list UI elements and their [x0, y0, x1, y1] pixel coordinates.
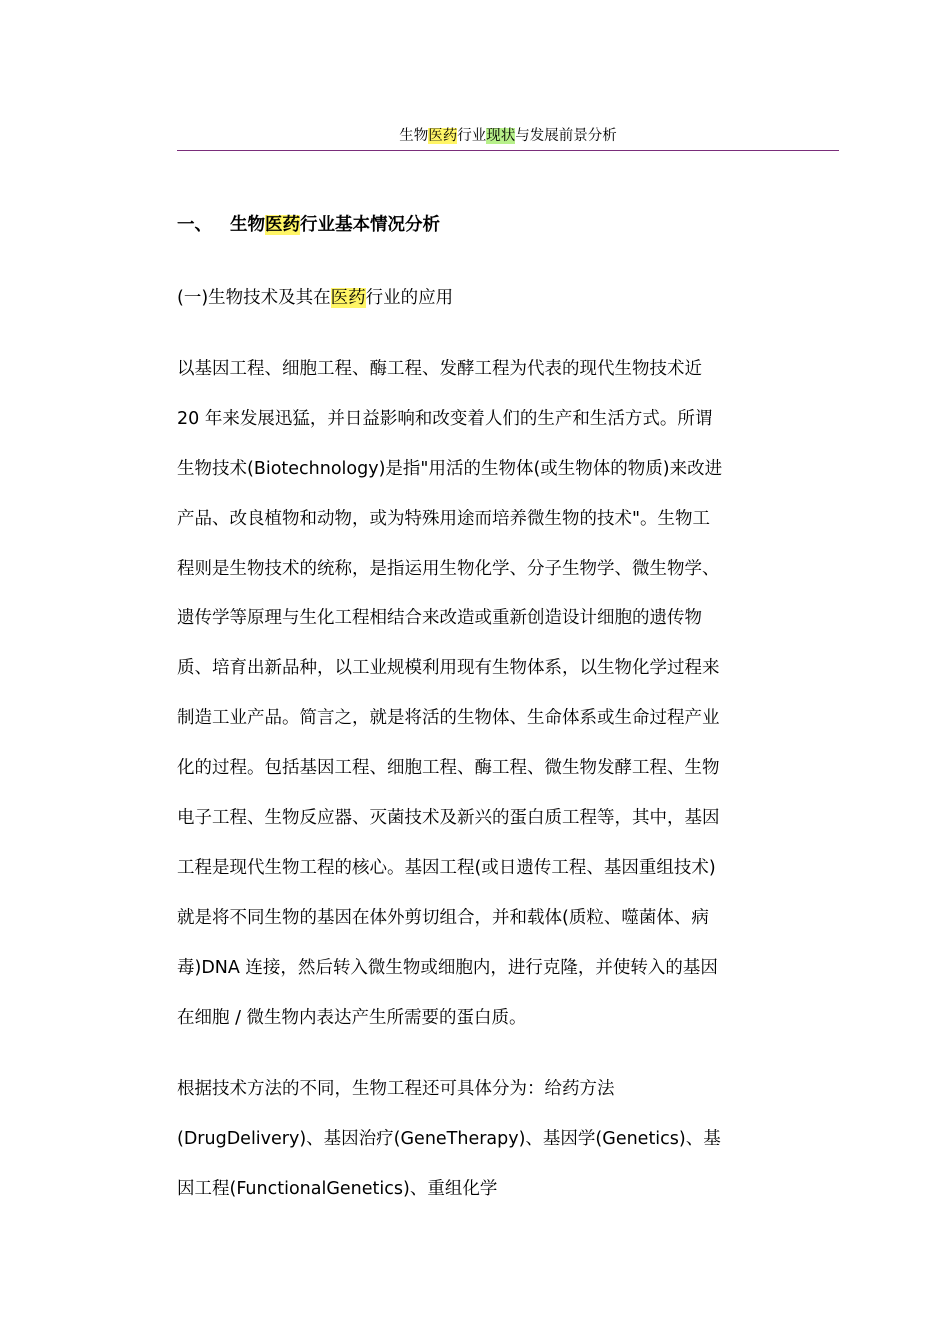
paragraph-biotech-definition	[177, 355, 722, 1053]
paragraph-line: 就是将不同生物的基因在体外剪切组合，并和载体(质粒、噬菌体、病	[177, 907, 709, 928]
paragraph-line: 遗传学等原理与生化工程相结合来改造或重新创造设计细胞的遗传物	[177, 608, 702, 629]
paragraph-line: 制造工业产品。简言之，就是将活的生物体、生命体系或生命过程产业	[177, 708, 720, 729]
paragraph-line: 毒)DNA 连接，然后转入微生物或细胞内，进行克隆，并使转入的基因	[177, 957, 718, 978]
section-title-highlight: 医药	[265, 215, 300, 235]
paragraph-line: 化的过程。包括基因工程、细胞工程、酶工程、微生物发酵工程、生物	[177, 758, 720, 779]
paragraph-line: 电子工程、生物反应器、灭菌技术及新兴的蛋白质工程等，其中，基因	[177, 808, 720, 829]
paragraph-bioengineering-categories	[177, 1075, 721, 1225]
paragraph-line: 根据技术方法的不同，生物工程还可具体分为：给药方法	[177, 1079, 615, 1099]
subsection-title-highlight: 医药	[330, 288, 366, 308]
header-text-1: 生物	[399, 128, 429, 144]
section-number: 一、	[177, 215, 212, 235]
header-highlight-status: 现状	[486, 128, 516, 144]
paragraph-line: 20 年来发展迅猛，并日益影响和改变着人们的生产和生活方式。所谓	[177, 408, 713, 429]
section-title-2: 行业基本情况分析	[300, 215, 440, 235]
page-header	[177, 126, 839, 151]
paragraph-line: 质、培育出新品种，以工业规模利用现有生物体系，以生物化学过程来	[177, 658, 720, 679]
paragraph-line: 工程是现代生物工程的核心。基因工程(或日遗传工程、基因重组技术)	[177, 857, 716, 878]
section-title-1: 生物	[230, 215, 265, 235]
paragraph-line: 生物技术(Biotechnology)是指"用活的生物体(或生物体的物质)来改进	[177, 458, 723, 479]
header-text-3: 与发展前景分析	[515, 128, 617, 144]
header-text-2: 行业	[457, 128, 487, 144]
subsection-heading	[177, 284, 453, 312]
paragraph-line: 在细胞 / 微生物内表达产生所需要的蛋白质。	[177, 1007, 527, 1028]
paragraph-line: (DrugDelivery)、基因治疗(GeneTherapy)、基因学(Genetics)、基	[177, 1128, 721, 1149]
paragraph-line: 程则是生物技术的统称，是指运用生物化学、分子生物学、微生物学、	[177, 558, 720, 579]
paragraph-line: 因工程(FunctionalGenetics)、重组化学	[177, 1178, 498, 1199]
header-highlight-medicine: 医药	[428, 128, 458, 144]
paragraph-line: 产品、改良植物和动物，或为特殊用途而培养微生物的技术"。生物工	[177, 508, 711, 529]
subsection-title-1: (一)生物技术及其在	[177, 288, 331, 308]
section-heading	[177, 211, 440, 239]
paragraph-line: 以基因工程、细胞工程、酶工程、发酵工程为代表的现代生物技术近	[177, 359, 702, 379]
subsection-title-2: 行业的应用	[365, 288, 454, 308]
